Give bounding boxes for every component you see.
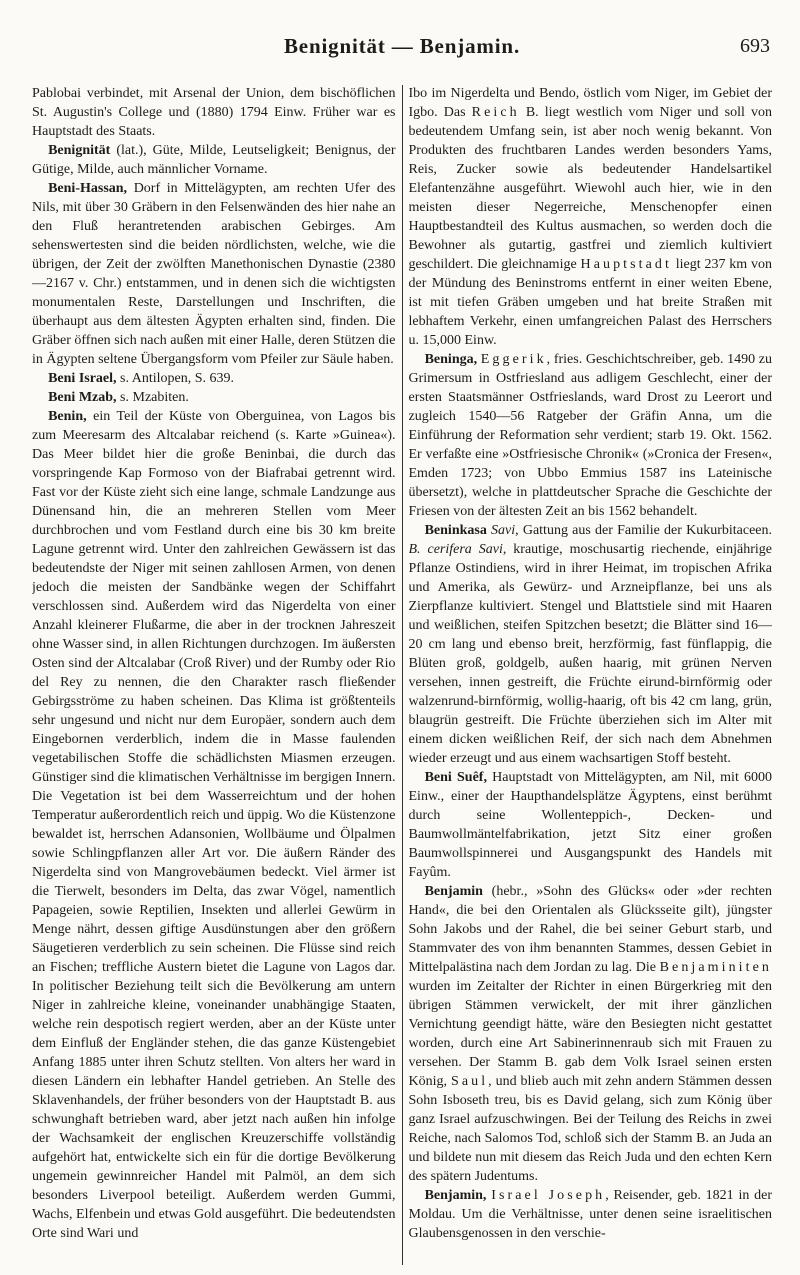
- text-segment-italic: B. cerifera Savi: [408, 542, 503, 557]
- entry-paragraph: [409, 768, 773, 882]
- entry-paragraph: [32, 388, 396, 407]
- text-segment-italic: Savi: [491, 523, 516, 538]
- page-number: 693: [740, 35, 770, 57]
- entry-paragraph: [32, 369, 396, 388]
- text-segment-plain: , fries. Geschichtschreiber, geb. 1490 zu Grimersum in Ostfriesland aus adligem Geschlecht, einer der ersten Staatsmänner Ostfrieslands, ward Drost zu Leerort und zugleich 1540—56 Ratgeber der Gräfin Anna, um die Einführung der Reformation sehr verdient; starb 19. Okt. 1562. Er verfaßte eine »Ostfriesische Chronik« (»Cronica der Fresen«, Emden 1723; von Ubbo Emmius 1587 ins Lateinische übersetzt), welche in plattdeutscher Sprache die Geschichte der Friesen von der ältesten Zeit an bis 1562 behandelt.: [408, 352, 772, 519]
- text-segment-bold: Beninga,: [424, 352, 478, 367]
- text-segment-plain: s. Antilopen, S. 639.: [116, 371, 235, 386]
- text-segment-plain: , krautige, moschusartig riechende, einjährige Pflanze Ostindiens, wird in ihrer Heimat, im tropischen Afrika und Amerika, als Gewürz- und Arzneipflanze, bei uns als Zierpflanze kultiviert. Stengel und Blattstiele sind mit Haaren und weißlichen, steifen Spitzchen besetzt; die Blätter sind 16—20 cm lang und ebenso breit, herzförmig, fast fünflappig, die Blüten groß, goldgelb, außen haarig, mit grünen Nerven versehen, innen gestreift, die Früchte eirund-birnförmig oder walzenrund-birnförmig, wollig-haarig, oft bis 42 cm lang, grün, blaugrün gestreift. Die Früchte überziehen sich im Alter mit einem dicken weißlichen Reif, der sich nach dem Abnehmen wieder erzeugt und aus einem wachsartigen Stoff besteht.: [408, 542, 772, 766]
- entry-paragraph: [409, 350, 773, 521]
- text-segment-plain: liegt 237 km von der Mündung des Beninstroms entfernt in einer weiten Ebene, ist mit tiefen Gräben umgeben und hat breite Straßen mit lebhaftem Verkehr, einen umfangreichen Palast des Herrschers u. 15,000 Einw.: [408, 257, 772, 348]
- left-column: [32, 84, 396, 1265]
- text-segment-plain: , Gattung aus der Familie der Kukurbitaceen.: [515, 523, 772, 538]
- entry-paragraph: [409, 1186, 773, 1243]
- text-segment-plain: , und blieb auch mit zehn andern Stämmen dessen Sohn Isboseth treu, bis es David gelang, sich zum König über ganz Israel aufzuschwingen. Bei der Teilung des Reichs in zwei Reiche, nach Salomos Tod, schloß sich der Stamm B. an Juda an und bildete nun mit diesem das Reich Juda und den echten Kern des spätern Judentums.: [408, 1074, 772, 1184]
- text-segment-plain: Dorf in Mittelägypten, am rechten Ufer des Nils, mit über 30 Gräbern in den Felsenwänden des hier nahe an den Fluß herantretenden arabischen Gebirges. Am sehenswertesten sind die beiden nördlichsten, welche, wie die übrigen, der Zeit der zwölften Manethonischen Dynastie (2380—2167 v. Chr.) entstammen, und in denen sich die wichtigsten monumentalen Reste, Darstellungen und Inschriften, die überhaupt aus dem ältesten Ägypten erhalten sind, finden. Die Gräber öffnen sich nach außen mit einer Halle, deren Stützen die in Ägypten seltene Übergangsform vom Pfeiler zur Säule haben.: [32, 181, 396, 367]
- text-segment-spaced: Eggerik: [480, 352, 547, 367]
- text-segment-bold: Beni-Hassan,: [48, 181, 128, 196]
- running-title: Benignität — Benjamin.: [283, 34, 521, 58]
- entry-paragraph: [32, 141, 396, 179]
- text-segment-plain: Hauptstadt von Mittelägypten, am Nil, mit 6000 Einw., einer der Haupthandelsplätze Ägyptens, einst berühmt durch seine Wollenteppich-, Decken- und Baumwollmäntelfabrikation, jetzt Sitz einer großen Baumwollspinnerei und Ausgangspunkt des Handels mit Fayûm.: [408, 770, 772, 880]
- text-segment-bold: Beni Israel,: [48, 371, 117, 386]
- text-segment-bold: Benin,: [48, 409, 87, 424]
- text-columns: [32, 84, 772, 1265]
- text-segment-bold: Beni Suêf,: [424, 770, 487, 785]
- text-segment-plain: B. liegt westlich vom Niger und soll von bedeutendem Umfang sein, ist aber noch wenig bekannt. Von Produkten des fruchtbaren Landes werden besonders Yams, Reis, Zucker sowie als bedeutender Handelsartikel Elefantenzähne ausgeführt. Wiewohl auch hier, wie in den meisten dieser Negerreiche, Menschenopfer einen Hauptbestandteil des Kultus ausmachen, so werden doch die Bewohner als gutartig, gastfrei und ziemlich kultiviert geschildert. Die gleichnamige: [408, 105, 772, 272]
- column-divider: [402, 85, 403, 1265]
- right-column: [409, 84, 773, 1265]
- text-segment-plain: Pablobai verbindet, mit Arsenal der Union, dem bischöflichen St. Augustin's College und (1880) 1794 Einw. Früher war es Hauptstadt des Staats.: [32, 86, 396, 139]
- text-segment-plain: s. Mzabiten.: [116, 390, 189, 405]
- entry-paragraph: [409, 521, 773, 768]
- page-header: [32, 34, 772, 66]
- text-segment-plain: wurden im Zeitalter der Richter in einen Bürgerkrieg mit den übrigen Stämmen verwickelt, der mit ihrer gänzlichen Vernichtung geendigt hätte, wäre den Besiegten nicht gestattet worden, durch eine Art Sabinerinnenraub sich mit Frauen zu versehen. Der Stamm B. gab dem Volk Israel seinen ersten König,: [408, 979, 772, 1089]
- entry-paragraph: [409, 882, 773, 1186]
- text-segment-bold: Benjamin,: [424, 1188, 487, 1203]
- text-segment-plain: , Reisender, geb. 1821 in der Moldau. Um die Verhältnisse, unter denen seine israelitischen Glaubensgenossen in den verschie-: [408, 1188, 772, 1241]
- text-segment-bold: Benjamin: [424, 884, 483, 899]
- text-segment-spaced: Saul: [450, 1074, 489, 1089]
- text-segment-plain: ein Teil der Küste von Oberguinea, von Lagos bis zum Meeresarm des Altcalabar reichend (s. Karte »Guinea«). Das Meer bildet hier die große Beninbai, die durch das vorspringende Kap Formoso von der Biafrabai getrennt wird. Fast vor der Küste zieht sich eine lange, schmale Landzunge aus Dünensand hin, die an mehreren Stellen vom Meer durchbrochen und vom Festland durch eine bis 30 km breite Lagune getrennt wird. Unter den zahlreichen Gewässern ist das bedeutendste der Niger mit seinen zahllosen Armen, von denen jedoch die meisten der Sandbänke wegen der Schiffahrt verschlossen sind. Außerdem wird das Nigerdelta von einer Anzahl kleinerer Flußarme, die aber in der trocknen Jahreszeit ohne Wasser sind, in allen Richtungen durchzogen. Im äußersten Osten sind der Altcalabar (Croß River) und der Rumby oder Rio del Rey zu nennen, die den Charakter rasch fließender Gebirgsströme zu haben scheinen. Das Klima ist größtenteils sehr ungesund und nicht nur dem Europäer, sondern auch dem Eingebornen verderblich, indem die in Masse faulenden vegetabilischen Stoffe die schädlichsten Miasmen erzeugen. Günstiger sind die klimatischen Verhältnisse im bergigen Innern. Die Vegetation ist bei dem Wasserreichtum und der hohen Temperatur außerordentlich reich und üppig. Wo die Küstenzone bewaldet ist, herrschen Adansonien, Wollbäume und Ölpalmen sowie Schlingpflanzen aller Art vor. Die äußern Ränder des Nigerdelta sind von Mangrovebäumen bedeckt. Viel ärmer ist die Tierwelt, besonders im Delta, das zwar Vögel, namentlich Papageien, sowie Reptilien, Insekten und allerlei Gewürm in Menge nährt, dessen giftige Ausdünstungen aber den größern Säugetieren verderblich zu sein scheinen. Die Flüsse sind reich an Fischen; treffliche Austern bietet die Lagune von Lagos dar. In politischer Beziehung teilt sich die Bevölkerung am untern Niger in zahlreiche kleine, voneinander unabhängige Staaten, welche rein despotisch regiert werden, aber an der Küste unter dem Einfluß der Engländer stehen, die das ganze Küstengebiet Anfang 1885 unter ihren Schutz stellten. Von alters her ward in diesen Ländern ein lebhafter Handel getrieben. An Stelle des Sklavenhandels, der früher besonders von der Hauptstadt B. aus schwunghaft betrieben ward, aber jetzt nach außen hin infolge der Wachsamkeit der englischen Kreuzerschiffe vollständig aufgehört hat, entwickelte sich ein für die dortige Bevölkerung ungemein gewinnreicher Handel mit Palmöl, an dem sich besonders Liverpool beteiligt. Außerdem werden Gummi, Wachs, Elfenbein und etwas Gold ausgeführt. Die bedeutendsten Orte sind Wari und: [32, 409, 396, 1241]
- text-segment-bold: Beninkasa: [424, 523, 487, 538]
- text-segment-spaced: Hauptstadt: [580, 257, 672, 272]
- entry-paragraph: [32, 179, 396, 369]
- text-segment-bold: Beni Mzab,: [48, 390, 117, 405]
- text-segment-spaced: Reich: [471, 105, 520, 120]
- text-segment-plain: (lat.), Güte, Milde, Leutseligkeit; Benignus, der Gütige, Milde, auch männlicher Vorname.: [32, 143, 396, 177]
- text-segment-spaced: Benjaminiten: [659, 960, 772, 975]
- text-segment-plain: Ibo im Nigerdelta und Bendo, östlich vom Niger, im Gebiet der Igbo. Das: [408, 86, 772, 120]
- text-segment-spaced: Israel Joseph: [491, 1188, 606, 1203]
- entry-paragraph: [409, 84, 773, 350]
- text-segment-plain: (hebr., »Sohn des Glücks« oder »der rechten Hand«, die bei den Orientalen als Glücksseite gilt), jüngster Sohn Jakobs und der Rahel, die bei seiner Geburt starb, und Stammvater des von ihm benannten Stammes, dessen Gebiet in Mittelpalästina nach dem Jordan zu lag. Die: [408, 884, 772, 975]
- entry-paragraph: [32, 84, 396, 141]
- text-segment-bold: Benignität: [48, 143, 111, 158]
- entry-paragraph: [32, 407, 396, 1243]
